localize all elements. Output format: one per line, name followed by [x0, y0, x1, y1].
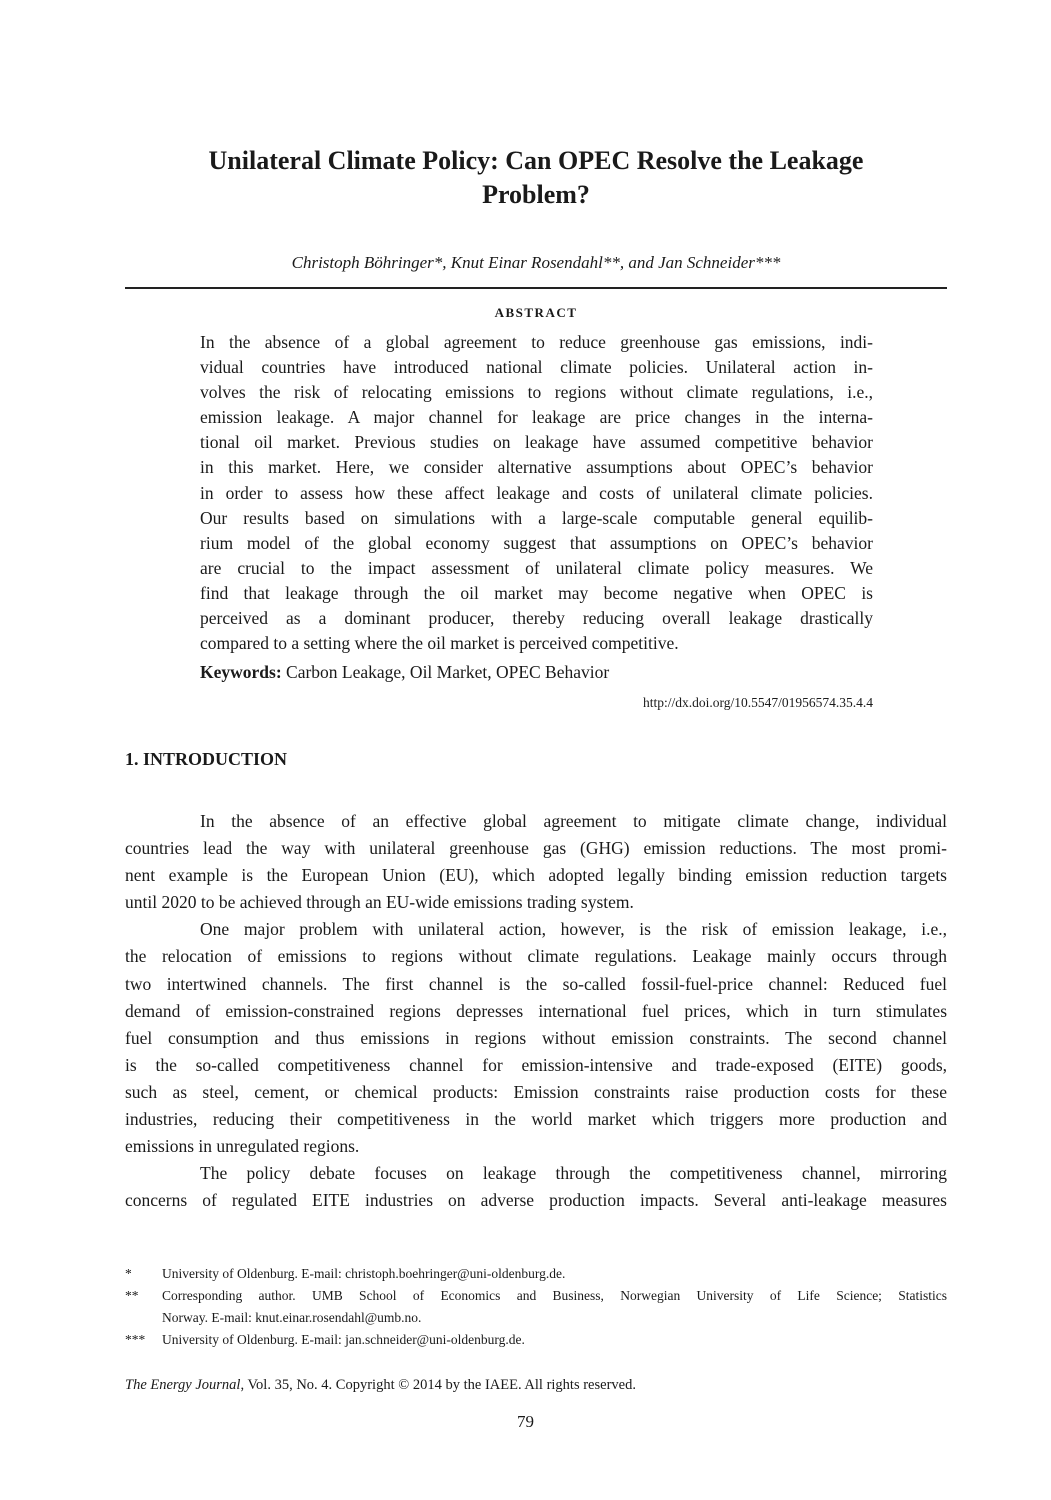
keywords-text: Carbon Leakage, Oil Market, OPEC Behavior — [286, 662, 610, 682]
text-line: demand of emission-constrained regions depresses international fuel prices, which in turn stimulates — [125, 1000, 947, 1021]
text-line: volves the risk of relocating emissions to regions without climate regulations, i.e., — [200, 382, 873, 403]
text-line: two intertwined channels. The first channel is the so-called fossil-fuel-price channel: Reduced fuel — [125, 973, 947, 994]
footnote — [125, 1263, 947, 1285]
footnote-mark: ** — [125, 1288, 139, 1303]
title-line-1: Unilateral Climate Policy: Can OPEC Resolve the Leakage — [208, 146, 864, 175]
text-line: Corresponding author. UMB School of Economics and Business, Norwegian University of Life Science; Statistics — [162, 1288, 947, 1303]
paragraph — [125, 916, 947, 1160]
text-line: University of Oldenburg. E-mail: jan.schneider@uni-oldenburg.de. — [162, 1332, 525, 1347]
text-line: is the so-called competitiveness channel for emission-intensive and trade-exposed (EITE) goods, — [125, 1054, 947, 1075]
author-list: Christoph Böhringer*, Knut Einar Rosendahl**, and Jan Schneider*** — [291, 253, 781, 272]
text-line: nent example is the European Union (EU), which adopted legally binding emission reduction targets — [125, 865, 947, 886]
text-line: concerns of regulated EITE industries on adverse production impacts. Several anti-leakage measures — [125, 1190, 947, 1211]
journal-citation — [125, 1377, 636, 1394]
paper-title — [125, 144, 947, 212]
text-line: rium model of the global economy suggest that assumptions on OPEC’s behavior — [200, 532, 873, 553]
text-line: emissions in unregulated regions. — [125, 1136, 360, 1157]
text-line: tional oil market. Previous studies on leakage have assumed competitive behavior — [200, 432, 873, 453]
footnote — [125, 1285, 947, 1329]
text-line: The policy debate focuses on leakage through the competitiveness channel, mirroring — [200, 1163, 947, 1184]
section-heading: 1. INTRODUCTION — [125, 749, 288, 769]
keywords-label: Keywords: — [200, 662, 282, 682]
text-line: Norway. E-mail: knut.einar.rosendahl@umb.no. — [162, 1310, 422, 1325]
text-line: countries lead the way with unilateral greenhouse gas (GHG) emission reductions. The most promi- — [125, 838, 947, 859]
text-line: such as steel, cement, or chemical products: Emission constraints raise production costs for these — [125, 1081, 947, 1102]
footnote — [125, 1329, 947, 1351]
text-line: One major problem with unilateral action, however, is the risk of emission leakage, i.e., — [200, 919, 947, 940]
text-line: In the absence of a global agreement to reduce greenhouse gas emissions, indi- — [200, 332, 873, 352]
footnotes — [125, 1263, 947, 1351]
text-line: until 2020 to be achieved through an EU-wide emissions trading system. — [125, 892, 634, 913]
keywords — [200, 662, 609, 683]
text-line: perceived as a dominant producer, thereby reducing overall leakage drastically — [200, 608, 873, 629]
paragraph — [125, 1160, 947, 1214]
text-line: University of Oldenburg. E-mail: christoph.boehringer@uni-oldenburg.de. — [162, 1266, 566, 1281]
page-number: 79 — [517, 1412, 534, 1431]
text-line: in this market. Here, we consider alternative assumptions about OPEC’s behavior — [200, 457, 873, 478]
abstract-text — [200, 330, 873, 656]
text-line: industries, reducing their competitiveness in the world market which triggers more production and — [125, 1109, 947, 1130]
text-line: emission leakage. A major channel for leakage are price changes in the interna- — [200, 407, 873, 428]
text-line: In the absence of an effective global agreement to mitigate climate change, individual — [200, 811, 947, 831]
footnote-mark: *** — [125, 1332, 146, 1347]
footnote-mark: * — [125, 1266, 132, 1281]
text-line: are crucial to the impact assessment of unilateral climate policy measures. We — [200, 557, 873, 578]
text-line: Our results based on simulations with a large-scale computable general equilib- — [200, 507, 873, 528]
abstract-heading: ABSTRACT — [494, 305, 578, 320]
title-line-2: Problem? — [482, 180, 590, 209]
text-line: fuel consumption and thus emissions in regions without emission constraints. The second channel — [125, 1027, 947, 1048]
text-line: find that leakage through the oil market may become negative when OPEC is — [200, 582, 873, 603]
doi-link[interactable]: http://dx.doi.org/10.5547/01956574.35.4.4 — [642, 695, 873, 710]
paragraph — [125, 808, 947, 916]
body-text — [125, 808, 947, 1214]
text-line: vidual countries have introduced national climate policies. Unilateral action in- — [200, 357, 873, 378]
journal-copyright: , Vol. 35, No. 4. Copyright © 2014 by the IAEE. All rights reserved. — [240, 1377, 636, 1393]
text-line: in order to assess how these affect leakage and costs of unilateral climate policies. — [200, 482, 873, 503]
journal-name: The Energy Journal — [125, 1377, 241, 1393]
text-line: the relocation of emissions to regions without climate regulations. Leakage mainly occurs through — [125, 946, 947, 967]
title-rule — [125, 287, 947, 289]
text-line: compared to a setting where the oil market is perceived competitive. — [200, 633, 679, 654]
